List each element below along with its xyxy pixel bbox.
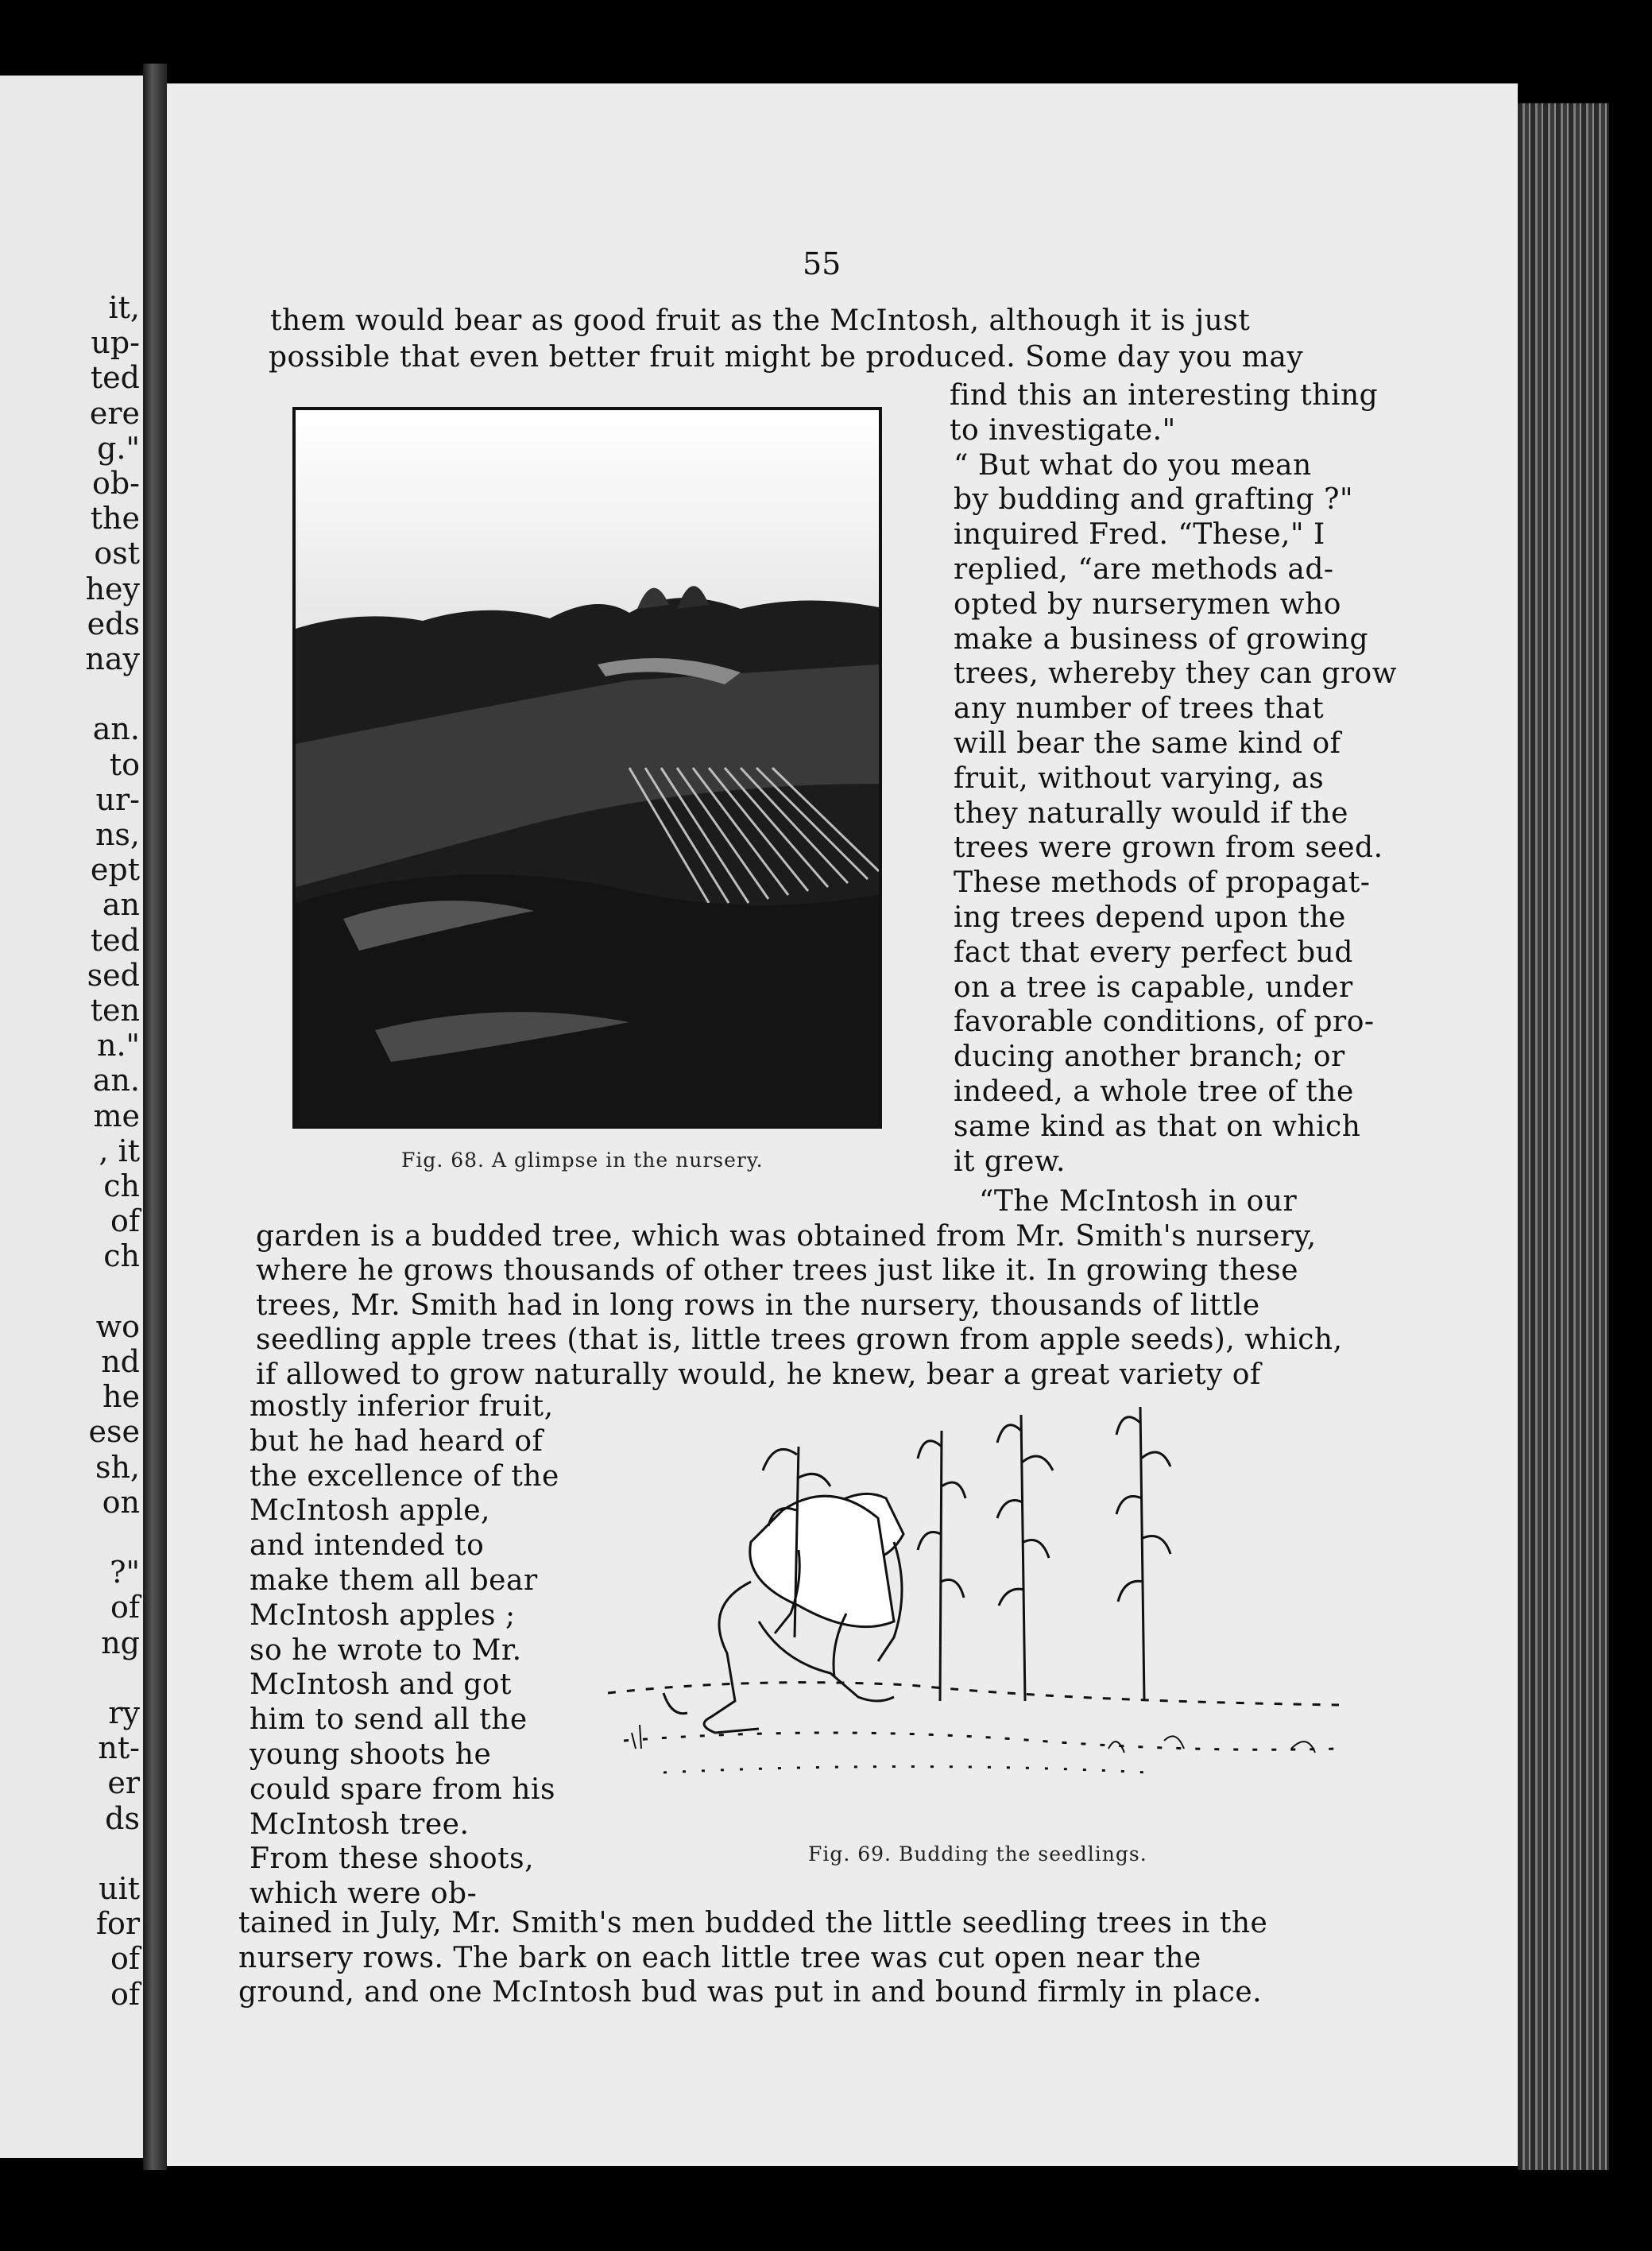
facing-page-text-fragment: on <box>102 1484 140 1520</box>
facing-page-text-fragment: wo <box>95 1308 140 1344</box>
facing-page-text-fragment: uit <box>99 1871 140 1906</box>
body-line: so he wrote to Mr. <box>250 1633 522 1667</box>
facing-page-text-fragment: n." <box>96 1028 140 1064</box>
facing-page-text-fragment: ur- <box>95 781 140 817</box>
figure-68-caption: Fig. 68. A glimpse in the nursery. <box>401 1149 764 1172</box>
body-line: by budding and grafting ?" <box>954 483 1354 517</box>
body-line: favorable conditions, of pro- <box>954 1005 1375 1039</box>
body-line: young shoots he <box>250 1738 492 1771</box>
body-line: find this an interesting thing <box>950 379 1379 412</box>
body-line: From these shoots, <box>250 1842 535 1876</box>
body-line: These methods of propagat- <box>954 866 1371 900</box>
body-line: will bear the same kind of <box>954 727 1341 760</box>
facing-page-text-fragment: g." <box>97 430 140 466</box>
body-line: them would bear as good fruit as the McIntosh, although it is just <box>270 304 1251 337</box>
facing-page-text-fragment: of <box>110 1203 140 1239</box>
facing-page-fragment <box>0 76 143 2158</box>
body-line: on a tree is capable, under <box>954 971 1353 1004</box>
body-line: could spare from his <box>250 1773 555 1806</box>
body-line: nursery rows. The bark on each little tree was cut open near the <box>238 1941 1201 1974</box>
body-line: inquired Fred. “These," I <box>954 518 1325 552</box>
facing-page-text-fragment: nay <box>85 641 140 676</box>
body-line: tained in July, Mr. Smith's men budded the little seedling trees in the <box>238 1907 1268 1939</box>
page-edges <box>1518 103 1609 2170</box>
body-line: ing trees depend upon the <box>954 901 1346 934</box>
facing-page-text-fragment: ere <box>89 395 140 431</box>
facing-page-text-fragment: hey <box>85 571 140 606</box>
facing-page-text-fragment: to <box>109 746 140 782</box>
body-line: they naturally would if the <box>954 796 1348 830</box>
facing-page-text-fragment: it, <box>108 290 140 325</box>
facing-page-text-fragment: nt- <box>98 1730 140 1766</box>
body-line: but he had heard of <box>250 1424 544 1458</box>
facing-page-text-fragment: er <box>107 1765 140 1801</box>
facing-page-text-fragment: sed <box>87 957 140 993</box>
body-line: any number of trees that <box>954 692 1325 726</box>
facing-page-text-fragment: ?" <box>110 1555 140 1590</box>
book-gutter <box>143 64 167 2170</box>
facing-page-text-fragment: ry <box>108 1695 140 1730</box>
body-line: replied, “are methods ad- <box>954 553 1334 586</box>
budding-seedlings-drawing <box>592 1399 1363 1812</box>
body-line: which were ob- <box>250 1877 478 1911</box>
body-line: same kind as that on which <box>954 1110 1361 1143</box>
facing-page-text-fragment: me <box>93 1098 140 1133</box>
facing-page-text-fragment: ob- <box>91 466 140 501</box>
body-line: ground, and one McIntosh bud was put in and bound firmly in place. <box>238 1976 1263 2009</box>
facing-page-text-fragment: of <box>110 1590 140 1625</box>
body-line: seedling apple trees (that is, little trees grown from apple seeds), which, <box>256 1323 1343 1356</box>
facing-page-text-fragment: , it <box>99 1133 140 1168</box>
body-line: trees, Mr. Smith had in long rows in the nursery, thousands of little <box>256 1288 1260 1322</box>
facing-page-text-fragment: ted <box>90 922 140 958</box>
facing-page-text-fragment: up- <box>91 325 140 361</box>
body-line: indeed, a whole tree of the <box>954 1075 1354 1108</box>
figure-69-caption: Fig. 69. Budding the seedlings. <box>808 1842 1147 1866</box>
facing-page-text-fragment: ns, <box>95 817 140 852</box>
facing-page-text-fragment: eds <box>87 606 140 641</box>
facing-page-text-fragment: of <box>110 1941 140 1977</box>
body-line: fruit, without varying, as <box>954 761 1325 795</box>
body-line: fact that every perfect bud <box>954 936 1353 969</box>
body-line: McIntosh apples ; <box>250 1598 516 1632</box>
facing-page-text-fragment: ds <box>105 1800 140 1836</box>
facing-page-text-fragment: for <box>95 1906 140 1942</box>
facing-page-text-fragment: ch <box>103 1168 140 1203</box>
facing-page-text-fragment: ted <box>90 360 140 396</box>
page-number: 55 <box>803 246 841 281</box>
body-line: him to send all the <box>250 1703 528 1737</box>
facing-page-text-fragment: ept <box>90 852 140 888</box>
body-line: McIntosh apple, <box>250 1494 490 1528</box>
facing-page-text-fragment: nd <box>101 1344 140 1379</box>
facing-page-text-fragment: sh, <box>95 1449 140 1485</box>
body-line: McIntosh and got <box>250 1668 512 1702</box>
facing-page-text-fragment: an. <box>92 1063 140 1098</box>
facing-page-text-fragment: he <box>103 1379 140 1415</box>
body-line: the excellence of the <box>250 1459 559 1493</box>
body-line: it grew. <box>954 1145 1066 1178</box>
nursery-photograph <box>292 407 882 1129</box>
body-line: McIntosh tree. <box>250 1807 470 1841</box>
body-line: opted by nurserymen who <box>954 587 1341 621</box>
facing-page-text-fragment: ng <box>101 1625 140 1660</box>
body-line: trees, whereby they can grow <box>954 657 1398 691</box>
body-line: make a business of growing <box>954 622 1369 656</box>
body-line: garden is a budded tree, which was obtained from Mr. Smith's nursery, <box>256 1219 1317 1253</box>
body-line: to investigate." <box>950 413 1176 447</box>
body-line: and intended to <box>250 1529 485 1563</box>
facing-page-text-fragment: of <box>110 1976 140 2012</box>
facing-page-text-fragment: ch <box>103 1238 140 1274</box>
body-line: where he grows thousands of other trees just like it. In growing these <box>256 1254 1299 1287</box>
body-line: if allowed to grow naturally would, he knew, bear a great variety of <box>256 1358 1261 1391</box>
body-line: ducing another branch; or <box>954 1040 1345 1074</box>
body-line: “The McIntosh in our <box>979 1185 1298 1218</box>
body-line: trees were grown from seed. <box>954 831 1383 865</box>
body-line: possible that even better fruit might be produced. Some day you may <box>269 341 1304 374</box>
body-line: “ But what do you mean <box>954 448 1312 482</box>
facing-page-text-fragment: the <box>90 501 140 537</box>
facing-page-text-fragment: ost <box>94 536 140 571</box>
body-line: make them all bear <box>250 1564 538 1597</box>
facing-page-text-fragment: ten <box>90 993 140 1028</box>
body-line: mostly inferior fruit, <box>250 1390 554 1423</box>
facing-page-text-fragment: ese <box>88 1414 140 1450</box>
facing-page-text-fragment: an. <box>92 711 140 747</box>
facing-page-text-fragment: an <box>102 887 140 923</box>
